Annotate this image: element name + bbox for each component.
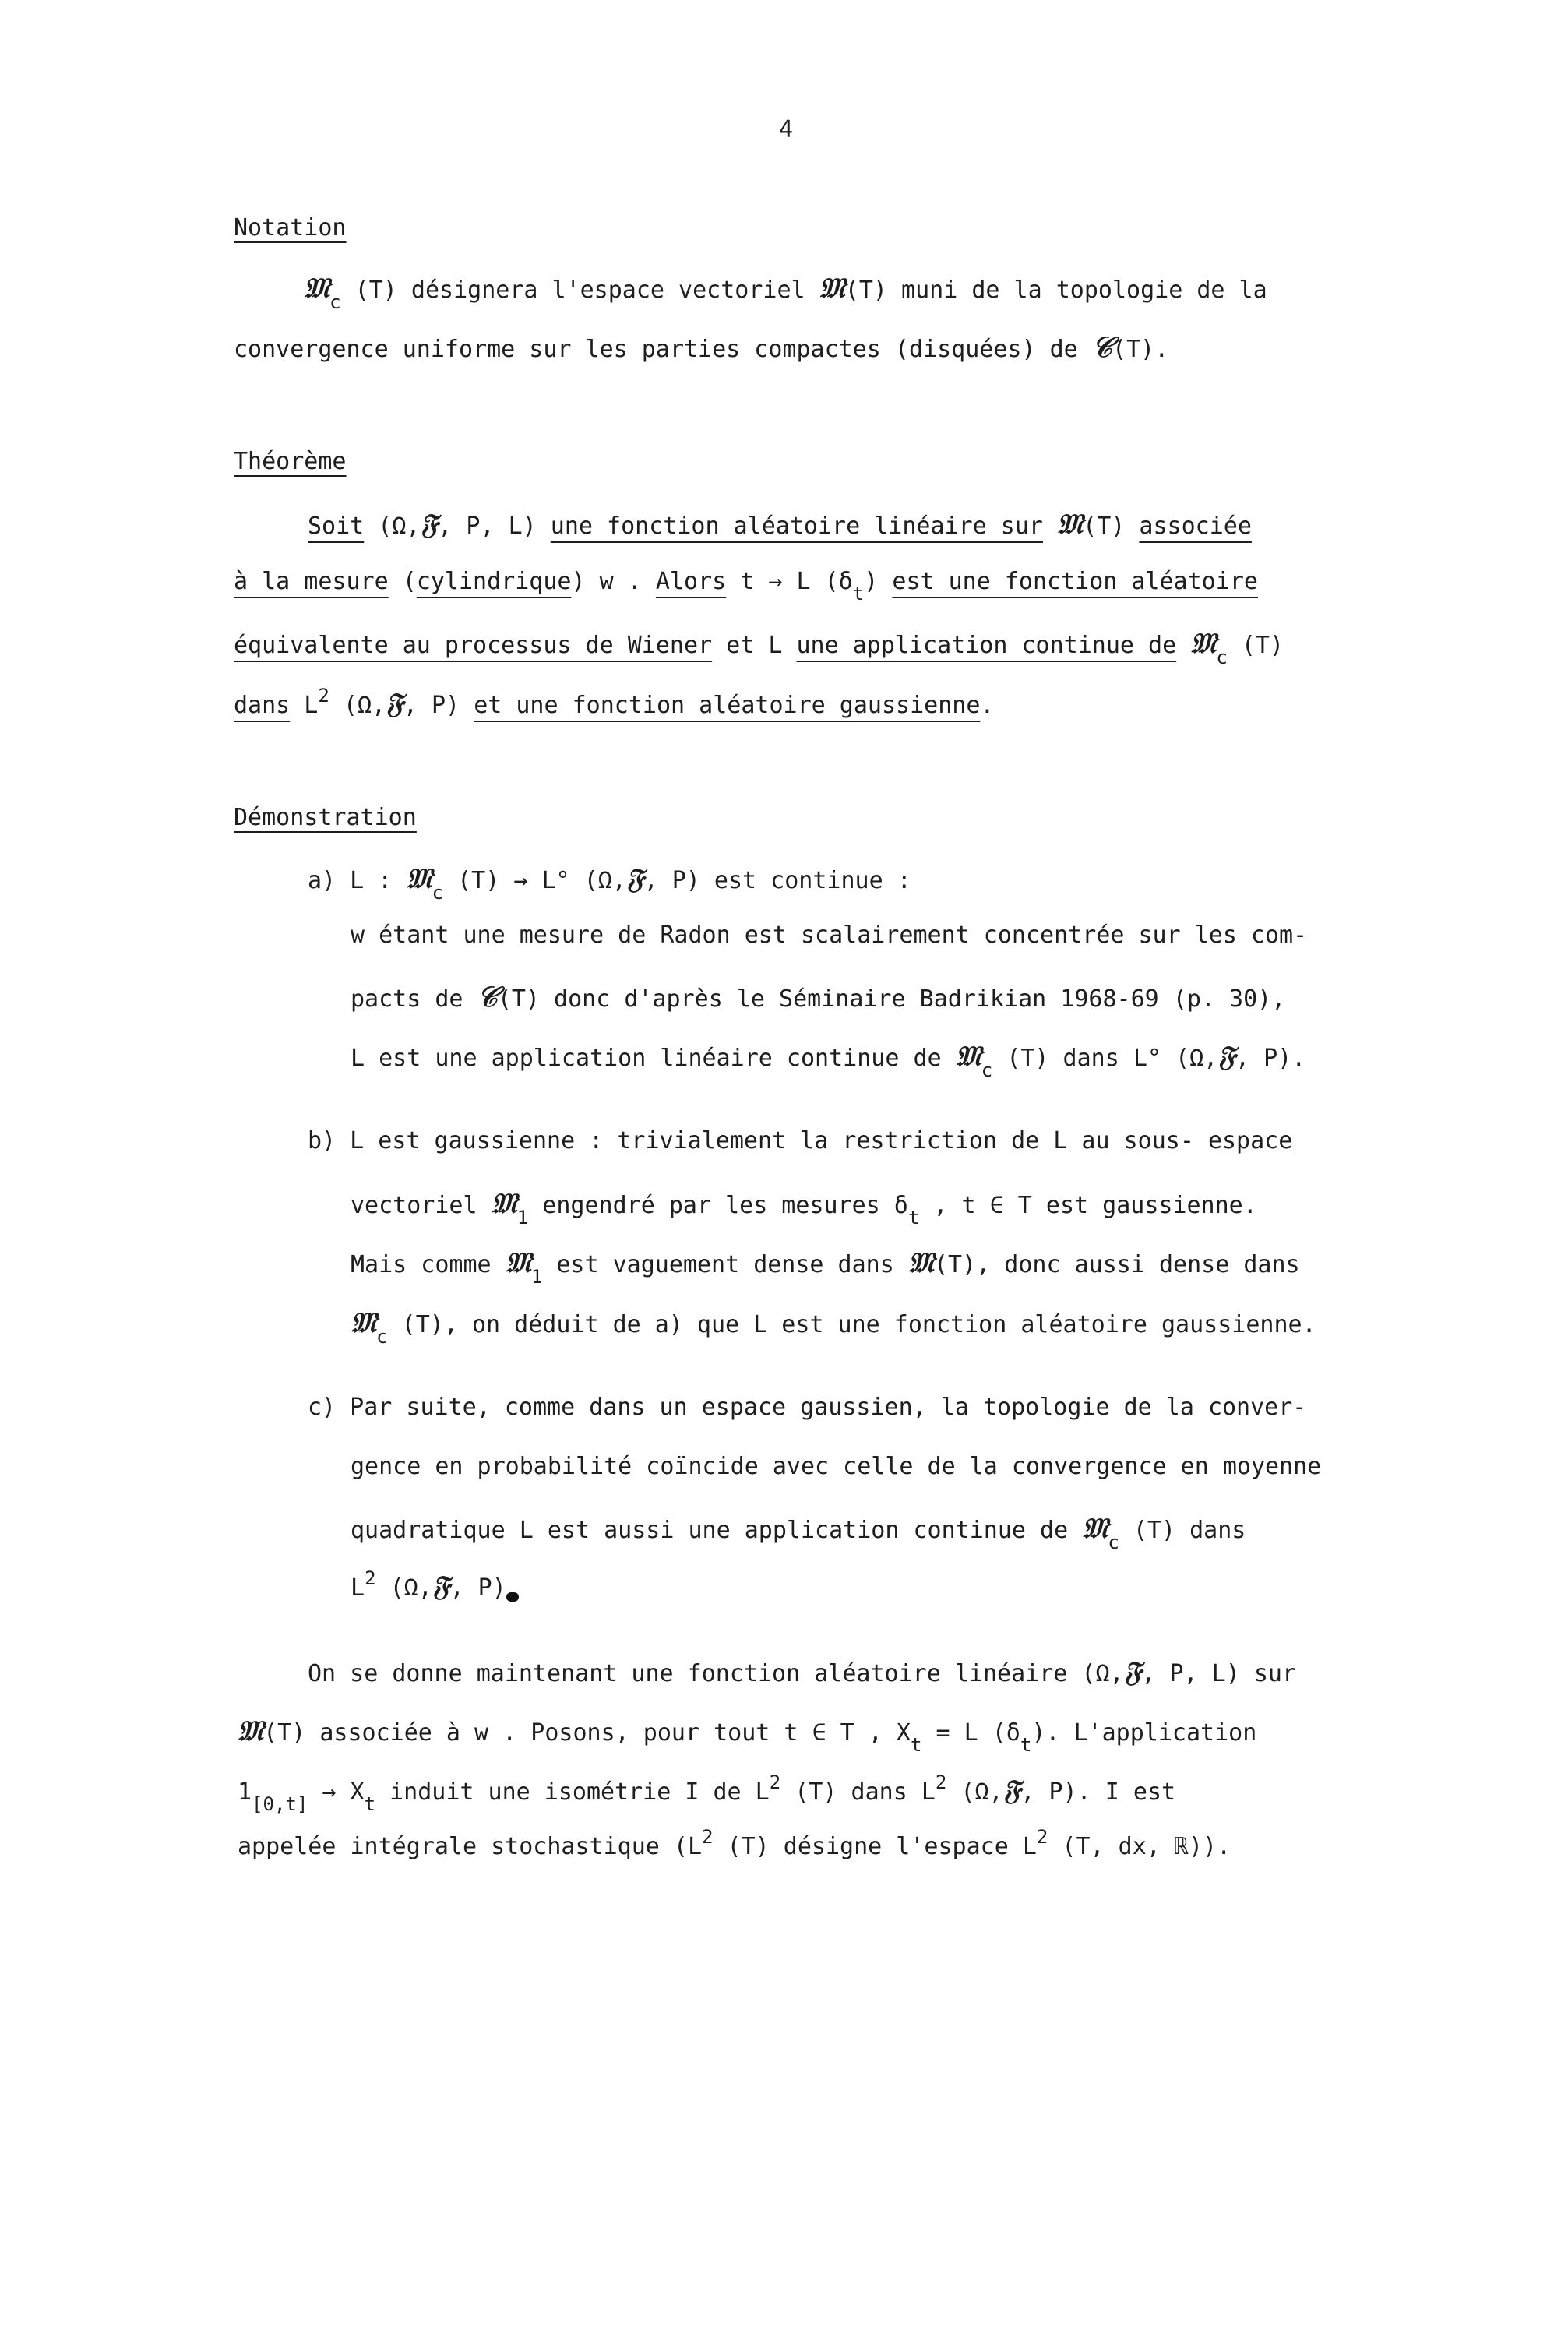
subscript-t: t xyxy=(852,583,865,605)
theorem-line-3 xyxy=(234,627,1284,668)
text: (T) désignera l'espace vectoriel xyxy=(340,277,819,304)
final-line-2 xyxy=(238,1715,1257,1756)
script-f-symbol: 𝔉 xyxy=(1002,1774,1021,1807)
subscript-c: c xyxy=(981,1059,993,1081)
text: 1 xyxy=(238,1778,252,1806)
text: (T) désigne l'espace L xyxy=(713,1833,1037,1860)
text: (Ω, xyxy=(946,1778,1003,1806)
end-of-proof-mark xyxy=(506,1592,519,1602)
text: gence en probabilité coïncide avec celle de la convergence en moyenne xyxy=(351,1453,1322,1480)
text: ) xyxy=(864,568,893,595)
text: convergence uniforme sur les parties compactes (disquées) de xyxy=(234,336,1092,363)
text: L xyxy=(351,1574,365,1602)
text: L est une application linéaire continue de xyxy=(351,1045,956,1072)
text: (T) → L° (Ω, xyxy=(443,867,626,894)
underlined-text: cylindrique xyxy=(416,568,572,595)
subscript-c: c xyxy=(376,1326,388,1348)
text: ). L'application xyxy=(1031,1719,1257,1747)
superscript-2: 2 xyxy=(318,685,329,707)
script-m-symbol: 𝔐 xyxy=(1190,627,1217,660)
part-a-line-1 xyxy=(308,862,911,904)
text: c) Par suite, comme dans un espace gaussien, la topologie de la conver- xyxy=(308,1394,1307,1421)
subscript-c: c xyxy=(329,291,341,313)
subscript-t: t xyxy=(910,1734,922,1756)
text: Mais comme xyxy=(351,1251,506,1278)
underlined-text: est une fonction aléatoire xyxy=(892,568,1258,595)
part-a-line-2 xyxy=(351,924,1307,947)
notation-heading: Notation xyxy=(234,214,347,241)
page-number: 4 xyxy=(779,116,794,143)
text: = L (δ xyxy=(921,1719,1020,1747)
text: , P, L) sur xyxy=(1141,1660,1297,1687)
notation-line-2 xyxy=(234,331,1169,364)
script-m-symbol: 𝔐 xyxy=(955,1040,981,1073)
script-m-symbol: 𝔐 xyxy=(304,272,330,305)
text: (T) xyxy=(1083,513,1140,540)
text: , t ∈ T est gaussienne. xyxy=(919,1192,1257,1219)
text: . xyxy=(980,692,995,719)
script-c-symbol: 𝒞 xyxy=(1091,331,1113,364)
subscript-c: c xyxy=(1216,647,1228,668)
script-f-symbol: 𝔉 xyxy=(420,508,439,541)
script-f-symbol: 𝔉 xyxy=(386,687,403,720)
text: On se donne maintenant une fonction aléatoire linéaire (Ω, xyxy=(308,1660,1124,1687)
text: appelée intégrale stochastique (L xyxy=(238,1833,703,1860)
script-m-symbol: 𝔐 xyxy=(406,862,432,895)
subscript-1: 1 xyxy=(516,1207,529,1228)
text: (T, dx, xyxy=(1048,1833,1175,1860)
subscript-c: c xyxy=(432,882,444,904)
theorem-line-1 xyxy=(308,508,1252,541)
text: , P) xyxy=(449,1574,506,1602)
text: (T) muni de la topologie de la xyxy=(844,277,1267,304)
underlined-text: à la mesure xyxy=(234,568,389,595)
underlined-text: associée xyxy=(1139,513,1252,540)
script-c-symbol: 𝒞 xyxy=(477,981,498,1013)
text: (T) donc d'après le Séminaire Badrikian 1968-69 (p. 30), xyxy=(497,985,1286,1013)
script-f-symbol: 𝔉 xyxy=(625,862,644,895)
script-m-symbol: 𝔐 xyxy=(238,1715,264,1747)
underlined-text: une fonction aléatoire linéaire sur xyxy=(550,513,1043,540)
text: est vaguement dense dans xyxy=(542,1251,908,1278)
text: ) w . xyxy=(571,568,656,595)
underlined-text: équivalente au processus de Wiener xyxy=(234,632,713,659)
subscript-interval: [0,t] xyxy=(252,1793,308,1815)
text: pacts de xyxy=(351,985,477,1013)
text: quadratique L est aussi une application continue de xyxy=(351,1517,1083,1544)
script-f-symbol: 𝔉 xyxy=(1123,1655,1142,1688)
part-c-line-2 xyxy=(351,1455,1321,1479)
underlined-text: Soit xyxy=(308,513,365,540)
script-m-symbol: 𝔐 xyxy=(907,1246,934,1279)
text: w étant une mesure de Radon est scalairement concentrée sur les com- xyxy=(351,922,1308,949)
text: b) L est gaussienne : trivialement la restriction de L au sous- espace xyxy=(308,1127,1293,1154)
part-a-line-4 xyxy=(351,1040,1306,1081)
part-b-line-1 xyxy=(308,1127,1293,1154)
final-line-4 xyxy=(238,1826,1231,1860)
final-line-3 xyxy=(238,1771,1176,1815)
subscript-t: t xyxy=(364,1793,376,1815)
part-c-line-4 xyxy=(351,1567,519,1602)
script-f-symbol: 𝔉 xyxy=(1217,1040,1236,1073)
text: (T) associée à w . Posons, pour tout t ∈ T , X xyxy=(263,1719,911,1747)
text: , P) est continue : xyxy=(643,867,911,894)
subscript-t: t xyxy=(1020,1734,1032,1756)
demonstration-heading: Démonstration xyxy=(234,804,417,831)
text: , P). I est xyxy=(1020,1778,1176,1806)
text: )). xyxy=(1188,1833,1231,1860)
superscript-2: 2 xyxy=(365,1567,376,1589)
text: (Ω, xyxy=(364,513,421,540)
text: ( xyxy=(388,568,417,595)
script-m-symbol: 𝔐 xyxy=(1057,508,1084,541)
text: , P, L) xyxy=(438,513,551,540)
script-m-symbol: 𝔐 xyxy=(505,1246,531,1279)
script-m-symbol: 𝔐 xyxy=(491,1187,517,1220)
text: (Ω, xyxy=(375,1574,432,1602)
underlined-text: une application continue de xyxy=(796,632,1177,659)
superscript-2: 2 xyxy=(702,1826,714,1848)
final-line-1 xyxy=(308,1655,1297,1688)
text: (T), on déduit de a) que L est une fonction aléatoire gaussienne. xyxy=(387,1311,1316,1338)
theorem-line-4 xyxy=(234,685,995,720)
subscript-1: 1 xyxy=(530,1266,543,1288)
script-m-symbol: 𝔐 xyxy=(819,272,845,305)
text: vectoriel xyxy=(351,1192,492,1219)
underlined-text: et une fonction aléatoire gaussienne xyxy=(474,692,981,719)
text: (T) dans L xyxy=(780,1778,936,1806)
theorem-heading: Théorème xyxy=(234,448,347,475)
text: et L xyxy=(712,632,797,659)
part-b-line-4 xyxy=(351,1306,1316,1348)
superscript-2: 2 xyxy=(935,1771,947,1793)
part-b-line-3 xyxy=(351,1246,1300,1288)
subscript-t: t xyxy=(907,1207,920,1228)
text: a) L : xyxy=(308,867,407,894)
script-m-symbol: 𝔐 xyxy=(1082,1512,1108,1545)
text: L xyxy=(290,692,319,719)
superscript-2: 2 xyxy=(769,1771,781,1793)
text: (T) dans L° (Ω, xyxy=(992,1045,1218,1072)
text: , P) xyxy=(403,692,474,719)
subscript-c: c xyxy=(1108,1532,1119,1553)
part-c-line-1 xyxy=(308,1396,1306,1419)
theorem-line-2 xyxy=(234,568,1258,605)
text: → X xyxy=(308,1778,365,1806)
text: t → L (δ xyxy=(726,568,853,595)
part-a-line-3 xyxy=(351,983,1285,1011)
script-m-symbol: 𝔐 xyxy=(351,1306,377,1339)
text: , P). xyxy=(1235,1045,1306,1072)
underlined-text: dans xyxy=(234,692,291,719)
part-c-line-3 xyxy=(351,1512,1246,1553)
text: induit une isométrie I de L xyxy=(375,1778,770,1806)
text: (T). xyxy=(1112,336,1169,363)
text: (T), donc aussi dense dans xyxy=(934,1251,1300,1278)
text: (T) dans xyxy=(1119,1517,1246,1544)
underlined-text: Alors xyxy=(655,568,727,595)
text: (Ω, xyxy=(329,692,386,719)
script-f-symbol: 𝔉 xyxy=(432,1570,450,1602)
text: (T) xyxy=(1227,632,1284,659)
part-b-line-2 xyxy=(351,1187,1257,1228)
text: engendré par les mesures δ xyxy=(528,1192,908,1219)
notation-line-1 xyxy=(304,272,1267,313)
real-numbers-symbol: ℝ xyxy=(1174,1833,1189,1860)
superscript-2: 2 xyxy=(1036,1826,1048,1848)
